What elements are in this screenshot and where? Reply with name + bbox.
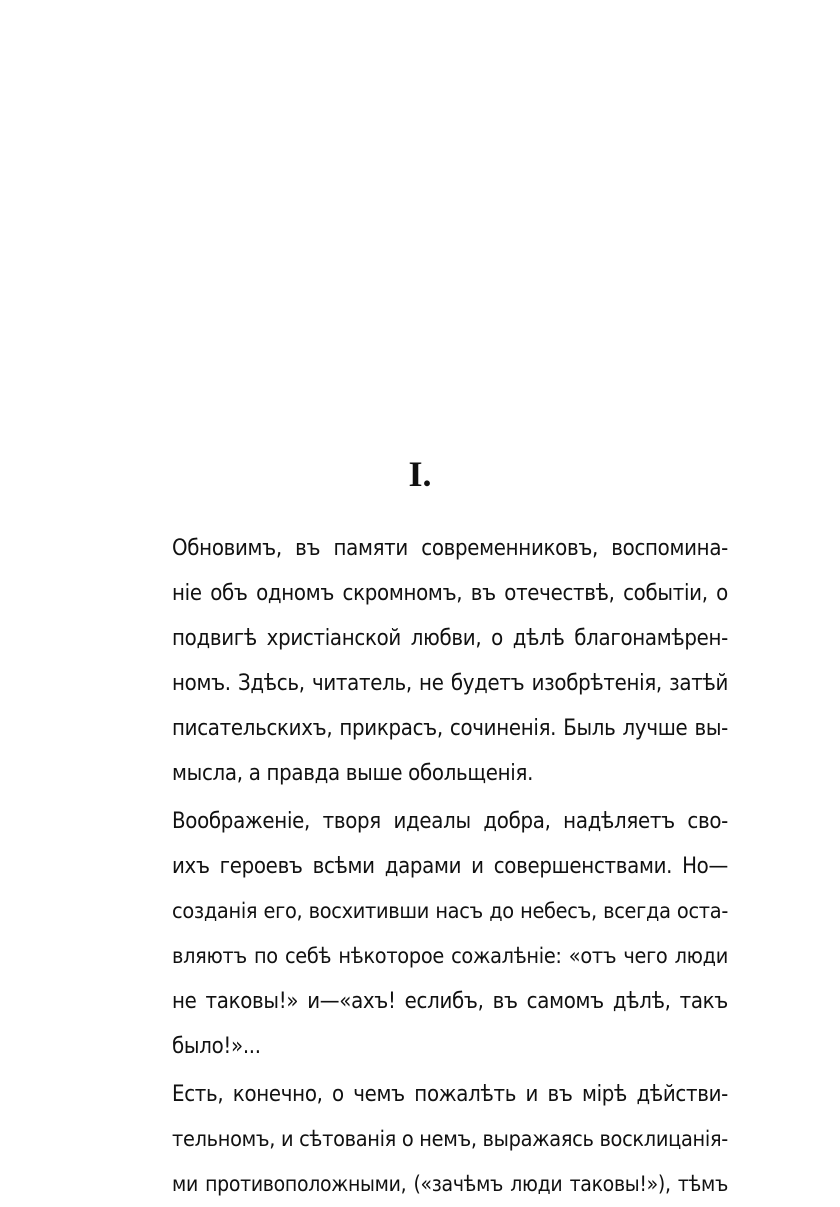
paragraph-2 <box>172 799 728 1069</box>
text-line: писательскихъ, прикрасъ, сочиненія. Быль лучше вы- <box>172 716 728 741</box>
text-line: подвигѣ христіанской любви, о дѣлѣ благонамѣрен- <box>172 626 728 651</box>
text-line: Есть, конечно, о чемъ пожалѣть и въ мірѣ дѣйстви- <box>172 1082 728 1107</box>
text-line: созданія его, восхитивши насъ до небесъ, всегда оста- <box>172 899 728 924</box>
chapter-number: I. <box>408 454 432 494</box>
paragraph-3 <box>172 1072 728 1207</box>
text-line: ніе объ одномъ скромномъ, въ отечествѣ, событіи, о <box>172 581 728 606</box>
paragraph-1 <box>172 526 728 796</box>
text-line: ми противоположными, («зачѣмъ люди таковы!»), тѣмъ <box>172 1172 728 1196</box>
text-line: мысла, а правда выше обольщенія. <box>172 761 534 786</box>
text-line: номъ. Здѣсь, читатель, не будетъ изобрѣтенія, затѣй <box>172 671 728 696</box>
text-line: не таковы!» и—«ахъ! еслибъ, въ самомъ дѣлѣ, такъ <box>172 989 728 1014</box>
text-line: Обновимъ, въ памяти современниковъ, воспомина- <box>172 536 728 561</box>
body-text <box>172 526 728 1207</box>
text-line: ихъ героевъ всѣми дарами и совершенствами. Но— <box>172 854 728 879</box>
text-line: тельномъ, и сѣтованія о немъ, выражаясь восклицанія- <box>172 1127 728 1152</box>
text-line: Воображеніе, творя идеалы добра, надѣляетъ сво- <box>172 809 728 834</box>
text-line: вляютъ по себѣ нѣкоторое сожалѣніе: «отъ чего люди <box>172 944 728 969</box>
text-line: было!»... <box>172 1034 261 1059</box>
